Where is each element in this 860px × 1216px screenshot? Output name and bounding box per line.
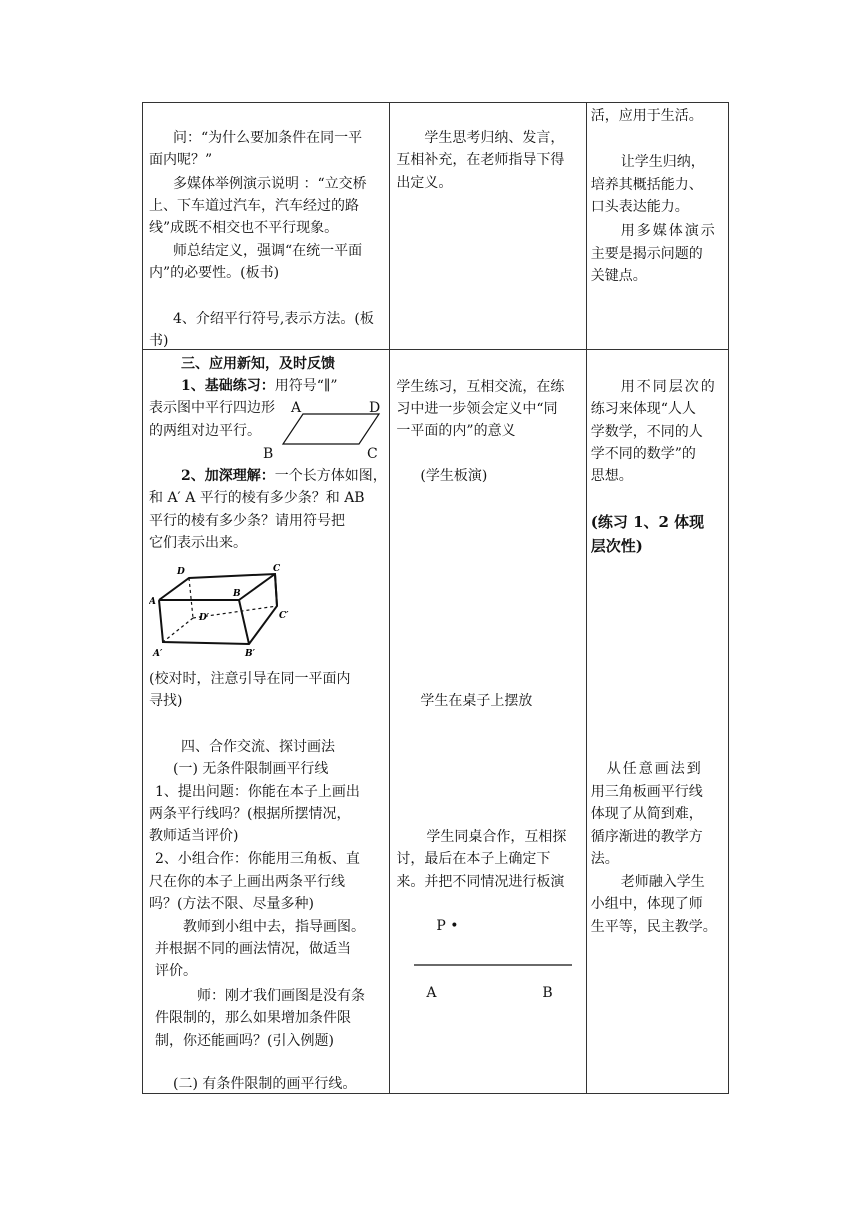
student-line: 出定义。 — [396, 175, 453, 191]
cube-vertex-a-prime: A′ — [153, 649, 163, 659]
teacher-activity-cell — [143, 103, 390, 350]
exercise1-line: 的两组对边平行。 — [149, 423, 261, 439]
student-line: 来。并把不同情况进行板演 — [396, 874, 565, 890]
summary-line: 师总结定义，强调“在统一平面 — [173, 243, 363, 259]
exercise2-label: 2、加深理解： — [181, 468, 275, 484]
intent-line: 培养其概括能力、 — [590, 177, 703, 193]
design-intent-cell — [586, 103, 728, 350]
question-line: 面内呢？” — [149, 152, 213, 168]
question2-line: 尺在你的本子上画出两条平行线 — [149, 874, 345, 890]
cube-vertex-b-prime: B′ — [245, 649, 255, 659]
intent-bold-line: 层次性) — [590, 537, 643, 555]
exercise2-line — [181, 465, 387, 487]
exercise2-text: 一个长方体如图， — [274, 468, 387, 484]
line-end-label-b: B — [542, 985, 553, 1001]
cube-vertex-c: C — [273, 564, 281, 574]
cube-vertex-c-prime: C′ — [279, 611, 289, 621]
vertex-label-c: C — [367, 446, 378, 462]
guide-line: 教师到小组中去，指导画图。 — [183, 919, 365, 935]
section-title: 四、合作交流、探讨画法 — [181, 739, 335, 755]
exercise1-line: 表示图中平行四边形 — [149, 400, 275, 416]
subsection-title: (一) 无条件限制画平行线 — [173, 761, 329, 777]
intent-line: 用三角板画平行线 — [590, 784, 703, 800]
student-line: 学生在桌子上摆放 — [420, 693, 533, 709]
student-line: 习中进一步领会定义中“同 — [396, 401, 558, 417]
demo-line: 多媒体举例演示说明 ：“立交桥 — [173, 176, 367, 192]
cube-vertex-d: D — [177, 567, 185, 577]
guide-line: 并根据不同的画法情况，做适当 — [155, 941, 351, 957]
exercise2-line: 和 A′ A 平行的棱有多少条？和 AB — [149, 490, 365, 506]
line-ab — [414, 962, 574, 968]
intent-line: 口头表达能力。 — [590, 199, 689, 215]
exercise1-line — [181, 375, 338, 397]
symbol-line: 书) — [149, 333, 169, 349]
intent-line: 法。 — [590, 851, 619, 867]
exercise1-text: 用符号“∥” — [274, 378, 338, 394]
subsection-title: (二) 有条件限制的画平行线。 — [173, 1076, 357, 1092]
vertex-label-b: B — [263, 446, 274, 462]
intent-line: 循序渐进的教学方 — [590, 829, 703, 845]
intent-line: 老师融入学生 — [620, 874, 705, 890]
teacher-line: 制，你还能画吗？(引入例题) — [155, 1033, 334, 1049]
student-line: 互相补充，在老师指导下得 — [396, 152, 565, 168]
intent-line: 体现了从简到难， — [590, 806, 703, 822]
check-line: (校对时，注意引导在同一平面内 — [149, 671, 351, 687]
intent-line: 学不同的数学”的 — [590, 446, 696, 462]
demo-line: 上、下车道过汽车，汽车经过的路 — [149, 198, 359, 214]
student-line: (学生板演) — [420, 468, 488, 484]
line-end-label-a: A — [426, 985, 437, 1001]
student-line: 学生练习，互相交流，在练 — [396, 379, 565, 395]
student-line: 学生思考归纳、发言， — [424, 130, 565, 146]
table-row — [143, 103, 729, 350]
cube-vertex-a: A — [149, 597, 156, 607]
cube-vertex-b: B — [233, 589, 241, 599]
parallelogram-figure — [281, 410, 381, 450]
student-line: 学生同桌合作，互相探 — [426, 829, 567, 845]
student-activity-cell — [390, 350, 586, 1094]
vertex-label-d: D — [369, 400, 381, 416]
intent-line: 生平等，民主教学。 — [590, 919, 717, 935]
intent-line: 练习来体现“人人 — [590, 401, 696, 417]
student-line: 讨，最后在本子上确定下 — [396, 851, 551, 867]
section-title: 三、应用新知，及时反馈 — [181, 356, 335, 372]
exercise1-label: 1、基础练习： — [181, 378, 275, 394]
intent-line: 主要是揭示问题的 — [590, 246, 703, 262]
intent-line: 让学生归纳， — [620, 154, 705, 170]
teacher-line: 件限制的，那么如果增加条件限 — [155, 1010, 351, 1026]
teacher-activity-cell — [143, 350, 390, 1094]
check-line: 寻找) — [149, 693, 183, 709]
question1-line: 教师适当评价) — [149, 828, 239, 844]
demo-line: 线”成既不相交也不平行现象。 — [149, 220, 339, 236]
lesson-plan-table — [142, 102, 729, 1094]
intent-bold-line: (练习 1、2 体现 — [590, 513, 705, 531]
student-activity-cell — [390, 103, 586, 350]
intent-line: 用多媒体演示 — [620, 223, 717, 239]
teacher-line: 师：刚才我们画图是没有条 — [197, 988, 365, 1004]
design-intent-cell — [586, 350, 728, 1094]
summary-line: 内”的必要性。(板书) — [149, 265, 280, 281]
guide-line: 评价。 — [155, 963, 197, 979]
intent-line: 思想。 — [590, 468, 633, 484]
question2-line: 2、小组合作：你能用三角板、直 — [155, 851, 360, 867]
cube-vertex-d-prime: D′ — [199, 613, 210, 623]
symbol-line: 4、介绍平行符号,表示方法。(板 — [173, 311, 374, 327]
intent-line: 用不同层次的 — [620, 379, 717, 395]
exercise2-line: 平行的棱有多少条？请用符号把 — [149, 513, 345, 529]
question2-line: 吗？(方法不限、尽量多种) — [149, 896, 314, 912]
question1-line: 1、提出问题：你能在本子上画出 — [155, 784, 360, 800]
question1-line: 两条平行线吗？(根据所摆情况， — [149, 806, 351, 822]
intent-line: 学数学，不同的人 — [590, 424, 703, 440]
intent-line: 从任意画法到 — [606, 761, 703, 777]
point-label-p: P • — [436, 918, 459, 934]
vertex-label-a: A — [291, 400, 302, 416]
question-line: 问：“为什么要加条件在同一平 — [173, 130, 363, 146]
table-row — [143, 350, 729, 1094]
intent-line: 小组中，体现了师 — [590, 896, 703, 912]
exercise2-line: 它们表示出来。 — [149, 535, 247, 551]
student-line: 一平面的内”的意义 — [396, 423, 516, 439]
intent-line: 关键点。 — [590, 268, 647, 284]
cuboid-figure — [149, 562, 299, 662]
intent-line: 活，应用于生活。 — [590, 108, 703, 124]
